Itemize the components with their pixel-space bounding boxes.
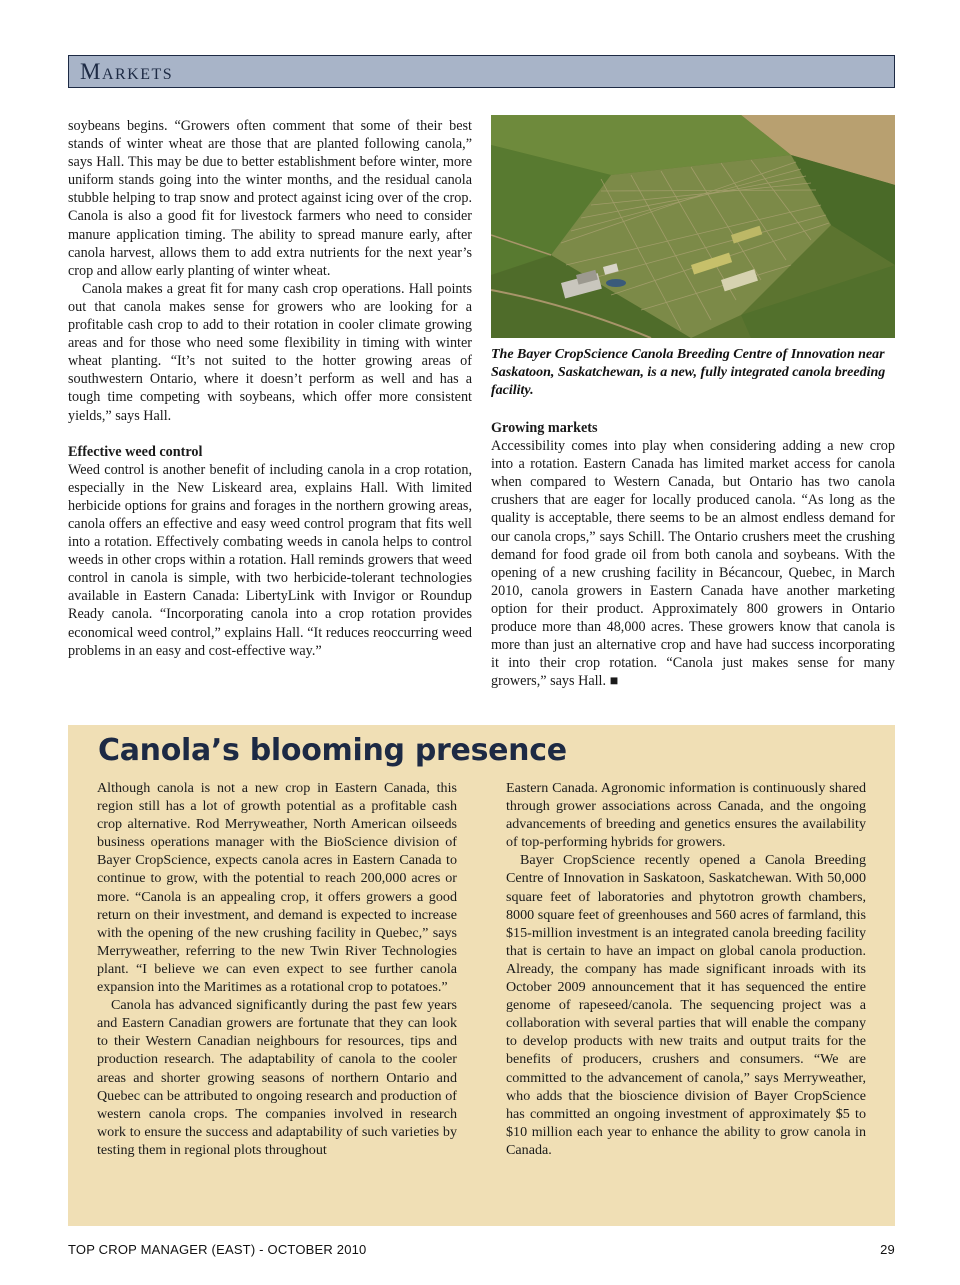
left-paragraph-3: Weed control is another benefit of including canola in a crop rotation, especially in the New Liskeard area, explains Hall. With limited herbicide options for grains and forages in the northern growing areas, canola offers an effective and easy weed control program that fits well into a rotation. Effectively combating weeds in canola helps to control weeds in other crops within a rotation. Hall reminds growers that weed control in canola is simple, with two herbicide-tolerant technologies available in Eastern Canada: LibertyLink with Invigor or Roundup Ready canola. “Incorporating canola into a crop rotation provides economical weed control,” explains Hall. “It reduces reoccurring weed problems in an easy and cost-effective way.”	[68, 461, 472, 659]
aerial-photo-breeding-centre	[491, 115, 895, 338]
sidebar-title: Canola’s blooming presence	[98, 733, 567, 768]
right-paragraph-1	[491, 437, 895, 690]
sidebar-right-column	[506, 779, 866, 1159]
footer-page-number: 29	[880, 1242, 895, 1257]
subhead-growing-markets: Growing markets	[491, 420, 598, 436]
sidebar-paragraph-1: Although canola is not a new crop in Eastern Canada, this region still has a lot of growth potential as a profitable cash crop alternative. Rod Merryweather, North American oilseeds business operations manager with the BioScience division of Bayer CropScience, expects canola acres in Eastern Canada to continue to grow, with the potential to reach 200,000 acres or more. “Canola is an appealing crop, it offers growers a good return on their investment, and demand is expected to increase with the opening of the new crushing facility in Quebec,” says Merryweather, referring to the new Twin River Technologies plant. “I believe we can even expect to see further canola expansion into the Maritimes as a rotational crop to potatoes.”	[97, 780, 457, 996]
sidebar-box	[68, 725, 895, 1226]
subhead-weed-control: Effective weed control	[68, 443, 203, 460]
sidebar-paragraph-4: Bayer CropScience recently opened a Canola Breeding Centre of Innovation in Saskatoon, Saskatchewan. With 50,000 square feet of laboratories and phytotron growth chambers, 8000 square feet of greenhouses and 560 acres of farmland, this $15-million investment is an integrated canola breeding facility that is certain to have an impact on global canola production. Already, the company has made significant inroads with its October 2009 announcement that it has sequenced the entire genome of rapeseed/canola. The sequencing project was a collaboration with several parties that will enable the company to develop products with new traits and output traits for the benefits of producers, crushers and consumers. “We are committed to the advancement of canola,” says Merryweather, who adds that the bioscience division of Bayer CropScience has committed an ongoing investment of approximately $5 to $10 million each year to enhance the ability to grow canola in Canada.	[506, 852, 866, 1158]
sidebar-paragraph-3: Eastern Canada. Agronomic information is continuously shared through grower associations across Canada, and the ongoing advancements of breeding and genetics ensures the availability of top-performing hybrids for growers.	[506, 780, 866, 851]
left-paragraph-1: soybeans begins. “Growers often comment that some of their best stands of winter wheat are those that are planted following canola,” says Hall. This may be due to better establishment before winter, more uniform stands going into the winter months, and the residual canola stubble helping to trap snow and protect against icing over of the crop. Canola is also a good fit for livestock farmers who need to consider manure application timing. The ability to spread manure early, after canola harvest, allows them to add extra nutrients for the next year’s crop and allow early planting of winter wheat.	[68, 118, 472, 279]
end-mark-icon: ■	[609, 673, 619, 690]
right-paragraph-1-text: Accessibility comes into play when considering adding a new crop into a rotation. Eastern Canada has limited market access for canola when compared to Western Canada, but Ontario has two canola crushers that are eager for locally produced canola. “As long as the quality is acceptable, there seems to be an almost endless demand for our canola crops,” says Schill. The Ontario crushers meet the crushing demand for food grade oil from both canola and soybeans. With the opening of a new crushing facility in Bécancour, Quebec, in March 2010, canola growers in Eastern Canada have another marketing option for their product. Approximately 800 growers in Ontario produce more than 48,000 acres. These growers know that canola is more than just an alternative crop and have had success incorporating it into their crop rotation. “Canola just makes sense for many growers,” says Hall.	[491, 438, 895, 690]
section-title: Markets	[80, 59, 174, 84]
sidebar-left-column	[97, 779, 457, 1159]
left-paragraph-2: Canola makes a great fit for many cash crop operations. Hall points out that canola makes sense for growers who are looking for a profitable cash crop to add to their rotation in cooler climate growing areas and for those who need some flexibility in timing with winter wheat planting. “It’s not suited to the hotter growing areas of southwestern Ontario, where it doesn’t perform as well and has a tough time competing with soybeans, which offer more consistent yields,” says Hall.	[68, 280, 472, 424]
footer-publication: TOP CROP MANAGER (EAST) - OCTOBER 2010	[68, 1242, 367, 1257]
left-column	[68, 117, 472, 660]
right-column	[491, 419, 895, 690]
photo-caption: The Bayer CropScience Canola Breeding Centre of Innovation near Saskatoon, Saskatchewan, is a new, fully integrated canola breeding facility.	[491, 347, 886, 398]
section-header-bar	[68, 55, 895, 88]
sidebar-paragraph-2: Canola has advanced significantly during the past few years and Eastern Canadian growers are fortunate that they can look to their Western Canadian neighbours for resources, tips and production research. The adaptability of canola to the cooler areas and shorter growing seasons of northern Ontario and Quebec can be attributed to ongoing research and production of western canola crops. The companies involved in research work to ensure the success and adaptability of such varieties by testing them in regional plots throughout	[97, 997, 457, 1158]
